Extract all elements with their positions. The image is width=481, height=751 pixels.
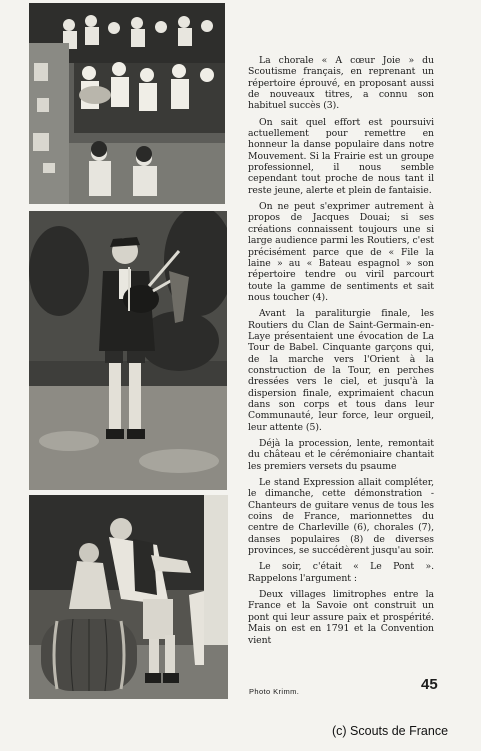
page-number: 45 xyxy=(421,676,438,693)
photo-credit: Photo Krimm. xyxy=(249,687,300,696)
paragraph: Avant la paraliturgie finale, les Routiers du Clan de Saint-Germain-en-Laye présentaient une évocation de La Tour de Babel. Cinquante garçons qui, de la marche vers l'Orient à la construction de la Tour, en perches dressées vers le ciel, et jusqu'à la dispersion finale, exprimaient chacun dans son corps et tous dans leur Communauté, leur force, leur orgueil, leur attente (5). xyxy=(248,308,434,433)
paragraph: On sait quel effort est poursuivi actuellement pour remettre en honneur la danse populaire dans notre Mouvement. Si la Frairie est un groupe professionnel, il nous semble cependant tout proche de nous tant il reste jeune, alerte et plein de fantaisie. xyxy=(248,116,434,196)
paragraph: La chorale « A cœur Joie » du Scoutisme français, en reprenant un répertoire éprouvé, en proposant aussi de nouveaux titres, a connu son habituel succès (3). xyxy=(248,55,434,112)
paragraph: Le stand Expression allait compléter, le dimanche, cette démonstration - Chanteurs de guitare venus de tous les coins de France, marionnettes du centre de Charleville (6), chorales (7), danses populaires (8) de diverses provinces, se succédèrent jusqu'au soir. xyxy=(248,477,434,557)
paragraph: Le soir, c'était « Le Pont ». Rappelons l'argument : xyxy=(248,561,434,584)
paragraph: Deux villages limitrophes entre la France et la Savoie ont construit un pont qui leur assure paix et prospérité. Mais on est en 1791 et la Convention vient xyxy=(248,589,434,646)
copyright-watermark: (c) Scouts de France xyxy=(332,724,449,738)
paragraph: On ne peut s'exprimer autrement à propos de Jacques Douai; si ses créations connaissent toujours une si large audience parmi les Routiers, c'est précisément parce que de « File la laine » au « Bateau espagnol » son répertoire tendre ou viril parcourt toute la gamme de sentiments et sait nous toucher (4). xyxy=(248,201,434,303)
paragraph: Déjà la procession, lente, remontait du château et le cérémoniaire chantait les premiers versets du psaume xyxy=(248,438,434,472)
article-text-column xyxy=(248,55,434,646)
barrel-children-photo xyxy=(29,495,228,699)
bagpipe-player-photo xyxy=(29,211,227,490)
choir-photo xyxy=(29,3,225,204)
